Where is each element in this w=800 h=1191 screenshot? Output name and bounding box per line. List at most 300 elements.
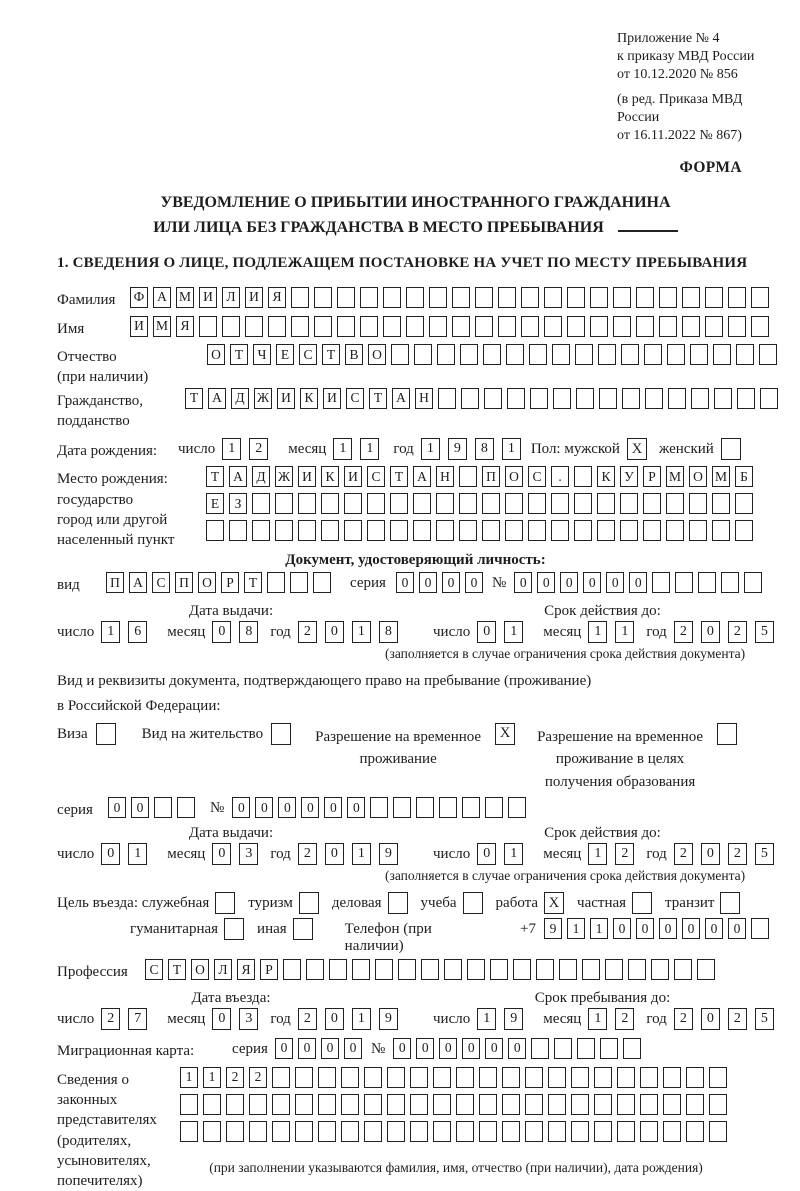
form-cell[interactable] <box>456 1094 474 1115</box>
form-cell[interactable] <box>643 493 661 514</box>
form-cell[interactable]: 0 <box>325 843 344 865</box>
form-cell[interactable] <box>525 1094 543 1115</box>
form-cell[interactable] <box>613 316 631 337</box>
form-cell[interactable] <box>367 493 385 514</box>
form-cell[interactable] <box>393 797 411 818</box>
form-cell[interactable]: 2 <box>728 1008 747 1030</box>
form-cell[interactable] <box>249 1121 267 1142</box>
form-cell[interactable] <box>337 316 355 337</box>
form-cell[interactable] <box>636 316 654 337</box>
form-cell[interactable]: 6 <box>128 621 147 643</box>
form-cell[interactable]: А <box>153 287 171 308</box>
form-cell[interactable]: М <box>666 466 684 487</box>
form-cell[interactable] <box>222 316 240 337</box>
form-cell[interactable] <box>467 959 485 980</box>
form-cell[interactable] <box>383 316 401 337</box>
form-cell[interactable] <box>436 520 454 541</box>
form-cell[interactable]: 2 <box>615 1008 634 1030</box>
form-cell[interactable] <box>341 1121 359 1142</box>
form-cell[interactable] <box>224 918 244 940</box>
form-cell[interactable] <box>387 1121 405 1142</box>
form-cell[interactable]: И <box>323 388 341 409</box>
form-cell[interactable] <box>574 520 592 541</box>
form-cell[interactable] <box>360 316 378 337</box>
form-cell[interactable] <box>452 316 470 337</box>
form-cell[interactable] <box>475 316 493 337</box>
form-cell[interactable]: 0 <box>701 1008 720 1030</box>
form-cell[interactable] <box>433 1121 451 1142</box>
form-cell[interactable]: 2 <box>249 1067 267 1088</box>
form-cell[interactable] <box>456 1067 474 1088</box>
form-cell[interactable]: 0 <box>701 843 720 865</box>
form-cell[interactable] <box>605 959 623 980</box>
form-cell[interactable]: 0 <box>537 572 555 593</box>
form-cell[interactable]: Ч <box>253 344 271 365</box>
form-cell[interactable] <box>528 520 546 541</box>
form-cell[interactable]: 0 <box>485 1038 503 1059</box>
form-cell[interactable] <box>709 1067 727 1088</box>
form-cell[interactable] <box>600 1038 618 1059</box>
form-cell[interactable] <box>554 1038 572 1059</box>
form-cell[interactable] <box>483 344 501 365</box>
form-cell[interactable]: 0 <box>659 918 677 939</box>
form-cell[interactable] <box>421 959 439 980</box>
form-cell[interactable]: 2 <box>674 1008 693 1030</box>
form-cell[interactable]: 0 <box>255 797 273 818</box>
form-cell[interactable]: О <box>368 344 386 365</box>
form-cell[interactable]: И <box>277 388 295 409</box>
form-cell[interactable]: 0 <box>212 1008 231 1030</box>
form-cell[interactable] <box>498 287 516 308</box>
form-cell[interactable]: 7 <box>128 1008 147 1030</box>
form-cell[interactable] <box>643 520 661 541</box>
form-cell[interactable]: М <box>712 466 730 487</box>
form-cell[interactable] <box>367 520 385 541</box>
form-cell[interactable]: 9 <box>379 1008 398 1030</box>
form-cell[interactable] <box>383 287 401 308</box>
form-cell[interactable]: 1 <box>222 438 241 460</box>
form-cell[interactable] <box>574 466 592 487</box>
form-cell[interactable] <box>406 316 424 337</box>
form-cell[interactable]: 0 <box>682 918 700 939</box>
form-cell[interactable]: 0 <box>344 1038 362 1059</box>
form-cell[interactable] <box>728 316 746 337</box>
form-cell[interactable]: 2 <box>674 843 693 865</box>
form-cell[interactable] <box>298 493 316 514</box>
form-cell[interactable]: П <box>106 572 124 593</box>
form-cell[interactable] <box>180 1121 198 1142</box>
form-cell[interactable] <box>502 1121 520 1142</box>
form-cell[interactable] <box>341 1067 359 1088</box>
form-cell[interactable]: Т <box>390 466 408 487</box>
form-cell[interactable] <box>686 1067 704 1088</box>
form-cell[interactable] <box>737 388 755 409</box>
form-cell[interactable]: 0 <box>298 1038 316 1059</box>
form-cell[interactable] <box>410 1094 428 1115</box>
form-cell[interactable] <box>438 388 456 409</box>
form-cell[interactable] <box>313 572 331 593</box>
form-cell[interactable] <box>344 520 362 541</box>
form-cell[interactable]: Т <box>206 466 224 487</box>
form-cell[interactable]: 0 <box>321 1038 339 1059</box>
form-cell[interactable]: 9 <box>544 918 562 939</box>
form-cell[interactable]: К <box>597 466 615 487</box>
form-cell[interactable] <box>714 388 732 409</box>
form-cell[interactable]: 2 <box>298 621 317 643</box>
form-cell[interactable]: . <box>551 466 569 487</box>
form-cell[interactable] <box>459 520 477 541</box>
form-cell[interactable] <box>659 287 677 308</box>
form-cell[interactable] <box>226 1121 244 1142</box>
form-cell[interactable] <box>484 388 502 409</box>
form-cell[interactable]: И <box>245 287 263 308</box>
form-cell[interactable]: X <box>627 438 647 460</box>
form-cell[interactable] <box>575 344 593 365</box>
form-cell[interactable]: 0 <box>101 843 120 865</box>
form-cell[interactable] <box>636 287 654 308</box>
form-cell[interactable] <box>645 388 663 409</box>
form-cell[interactable]: 0 <box>212 843 231 865</box>
form-cell[interactable] <box>203 1094 221 1115</box>
form-cell[interactable] <box>482 493 500 514</box>
form-cell[interactable]: У <box>620 466 638 487</box>
form-cell[interactable] <box>387 1067 405 1088</box>
form-cell[interactable]: 1 <box>590 918 608 939</box>
form-cell[interactable]: 0 <box>232 797 250 818</box>
form-cell[interactable] <box>436 493 454 514</box>
form-cell[interactable] <box>682 287 700 308</box>
form-cell[interactable]: К <box>300 388 318 409</box>
form-cell[interactable] <box>735 520 753 541</box>
form-cell[interactable] <box>291 287 309 308</box>
form-cell[interactable] <box>416 797 434 818</box>
form-cell[interactable] <box>617 1094 635 1115</box>
form-cell[interactable]: 1 <box>615 621 634 643</box>
form-cell[interactable] <box>709 1094 727 1115</box>
form-cell[interactable] <box>652 572 670 593</box>
form-cell[interactable] <box>388 892 408 914</box>
form-cell[interactable]: А <box>413 466 431 487</box>
form-cell[interactable] <box>295 1067 313 1088</box>
form-cell[interactable]: 8 <box>475 438 494 460</box>
form-cell[interactable] <box>689 493 707 514</box>
form-cell[interactable]: С <box>367 466 385 487</box>
form-cell[interactable] <box>321 493 339 514</box>
form-cell[interactable] <box>736 344 754 365</box>
form-cell[interactable] <box>721 572 739 593</box>
form-cell[interactable]: О <box>198 572 216 593</box>
form-cell[interactable] <box>498 316 516 337</box>
form-cell[interactable]: 0 <box>701 621 720 643</box>
form-cell[interactable] <box>640 1121 658 1142</box>
form-cell[interactable] <box>456 1121 474 1142</box>
form-cell[interactable]: С <box>528 466 546 487</box>
form-cell[interactable]: 2 <box>615 843 634 865</box>
form-cell[interactable]: 2 <box>101 1008 120 1030</box>
form-cell[interactable]: М <box>176 287 194 308</box>
form-cell[interactable]: 1 <box>421 438 440 460</box>
form-cell[interactable]: X <box>495 723 515 745</box>
form-cell[interactable] <box>375 959 393 980</box>
form-cell[interactable]: 0 <box>606 572 624 593</box>
form-cell[interactable] <box>530 388 548 409</box>
form-cell[interactable] <box>713 344 731 365</box>
form-cell[interactable] <box>594 1067 612 1088</box>
form-cell[interactable] <box>364 1094 382 1115</box>
form-cell[interactable]: 1 <box>128 843 147 865</box>
form-cell[interactable] <box>352 959 370 980</box>
form-cell[interactable]: 9 <box>448 438 467 460</box>
form-cell[interactable]: П <box>482 466 500 487</box>
form-cell[interactable] <box>507 388 525 409</box>
form-cell[interactable] <box>698 572 716 593</box>
form-cell[interactable] <box>571 1121 589 1142</box>
form-cell[interactable] <box>551 493 569 514</box>
form-cell[interactable]: Ж <box>275 466 293 487</box>
form-cell[interactable]: 1 <box>101 621 120 643</box>
form-cell[interactable]: Т <box>322 344 340 365</box>
form-cell[interactable]: Б <box>735 466 753 487</box>
form-cell[interactable] <box>206 520 224 541</box>
form-cell[interactable] <box>429 287 447 308</box>
form-cell[interactable] <box>482 520 500 541</box>
form-cell[interactable]: 9 <box>504 1008 523 1030</box>
form-cell[interactable] <box>272 1094 290 1115</box>
form-cell[interactable] <box>505 520 523 541</box>
form-cell[interactable]: Л <box>222 287 240 308</box>
form-cell[interactable]: 0 <box>419 572 437 593</box>
form-cell[interactable]: 0 <box>465 572 483 593</box>
form-cell[interactable]: 0 <box>560 572 578 593</box>
form-cell[interactable] <box>295 1094 313 1115</box>
form-cell[interactable] <box>414 344 432 365</box>
form-cell[interactable]: В <box>345 344 363 365</box>
form-cell[interactable] <box>413 520 431 541</box>
form-cell[interactable] <box>525 1121 543 1142</box>
form-cell[interactable]: И <box>298 466 316 487</box>
form-cell[interactable] <box>249 1094 267 1115</box>
form-cell[interactable] <box>544 287 562 308</box>
form-cell[interactable]: Д <box>231 388 249 409</box>
form-cell[interactable]: 1 <box>333 438 352 460</box>
form-cell[interactable] <box>705 287 723 308</box>
form-cell[interactable]: О <box>207 344 225 365</box>
form-cell[interactable] <box>705 316 723 337</box>
form-cell[interactable] <box>682 316 700 337</box>
form-cell[interactable] <box>462 797 480 818</box>
form-cell[interactable] <box>597 520 615 541</box>
form-cell[interactable]: Р <box>260 959 278 980</box>
form-cell[interactable]: Я <box>237 959 255 980</box>
form-cell[interactable] <box>390 520 408 541</box>
form-cell[interactable] <box>548 1121 566 1142</box>
form-cell[interactable] <box>485 797 503 818</box>
form-cell[interactable]: 0 <box>416 1038 434 1059</box>
form-cell[interactable] <box>252 520 270 541</box>
form-cell[interactable] <box>318 1067 336 1088</box>
form-cell[interactable]: 3 <box>239 843 258 865</box>
form-cell[interactable] <box>576 388 594 409</box>
form-cell[interactable]: С <box>152 572 170 593</box>
form-cell[interactable] <box>299 892 319 914</box>
form-cell[interactable] <box>321 520 339 541</box>
form-cell[interactable] <box>760 388 778 409</box>
form-cell[interactable] <box>490 959 508 980</box>
form-cell[interactable] <box>391 344 409 365</box>
form-cell[interactable]: Е <box>206 493 224 514</box>
form-cell[interactable] <box>502 1067 520 1088</box>
form-cell[interactable] <box>712 493 730 514</box>
form-cell[interactable] <box>387 1094 405 1115</box>
form-cell[interactable] <box>590 316 608 337</box>
form-cell[interactable] <box>203 1121 221 1142</box>
form-cell[interactable] <box>215 892 235 914</box>
form-cell[interactable] <box>594 1121 612 1142</box>
form-cell[interactable] <box>663 1094 681 1115</box>
form-cell[interactable]: 2 <box>728 843 747 865</box>
form-cell[interactable] <box>460 344 478 365</box>
form-cell[interactable] <box>364 1067 382 1088</box>
form-cell[interactable]: 1 <box>360 438 379 460</box>
form-cell[interactable] <box>709 1121 727 1142</box>
form-cell[interactable]: Р <box>643 466 661 487</box>
form-cell[interactable] <box>271 723 291 745</box>
form-cell[interactable]: Ж <box>254 388 272 409</box>
form-cell[interactable] <box>360 287 378 308</box>
form-cell[interactable] <box>344 493 362 514</box>
form-cell[interactable] <box>675 572 693 593</box>
form-cell[interactable]: Е <box>276 344 294 365</box>
form-cell[interactable]: 1 <box>502 438 521 460</box>
form-cell[interactable]: А <box>129 572 147 593</box>
form-cell[interactable] <box>293 918 313 940</box>
form-cell[interactable] <box>574 493 592 514</box>
form-cell[interactable]: 0 <box>108 797 126 818</box>
form-cell[interactable]: 0 <box>477 843 496 865</box>
form-cell[interactable]: З <box>229 493 247 514</box>
form-cell[interactable] <box>364 1121 382 1142</box>
form-cell[interactable] <box>268 316 286 337</box>
form-cell[interactable] <box>461 388 479 409</box>
form-cell[interactable] <box>521 316 539 337</box>
form-cell[interactable] <box>291 316 309 337</box>
form-cell[interactable] <box>667 344 685 365</box>
form-cell[interactable]: 0 <box>636 918 654 939</box>
form-cell[interactable] <box>437 344 455 365</box>
form-cell[interactable]: 0 <box>477 621 496 643</box>
form-cell[interactable]: 0 <box>728 918 746 939</box>
form-cell[interactable] <box>663 1121 681 1142</box>
form-cell[interactable] <box>640 1094 658 1115</box>
form-cell[interactable]: 0 <box>325 621 344 643</box>
form-cell[interactable] <box>272 1067 290 1088</box>
form-cell[interactable]: 0 <box>439 1038 457 1059</box>
form-cell[interactable]: 0 <box>613 918 631 939</box>
form-cell[interactable] <box>433 1094 451 1115</box>
form-cell[interactable] <box>508 797 526 818</box>
form-cell[interactable] <box>180 1094 198 1115</box>
form-cell[interactable]: 9 <box>379 843 398 865</box>
form-cell[interactable]: И <box>199 287 217 308</box>
form-cell[interactable] <box>439 797 457 818</box>
form-cell[interactable] <box>275 493 293 514</box>
form-cell[interactable]: 2 <box>728 621 747 643</box>
form-cell[interactable]: 1 <box>203 1067 221 1088</box>
form-cell[interactable] <box>691 388 709 409</box>
form-cell[interactable] <box>567 316 585 337</box>
form-cell[interactable]: 2 <box>249 438 268 460</box>
form-cell[interactable]: 2 <box>226 1067 244 1088</box>
form-cell[interactable]: Т <box>168 959 186 980</box>
form-cell[interactable] <box>548 1094 566 1115</box>
form-cell[interactable] <box>96 723 116 745</box>
form-cell[interactable] <box>597 493 615 514</box>
form-cell[interactable]: 5 <box>755 843 774 865</box>
form-cell[interactable]: 0 <box>131 797 149 818</box>
form-cell[interactable] <box>245 316 263 337</box>
form-cell[interactable] <box>252 493 270 514</box>
form-cell[interactable]: Ф <box>130 287 148 308</box>
form-cell[interactable] <box>632 892 652 914</box>
form-cell[interactable]: Т <box>244 572 262 593</box>
form-cell[interactable]: С <box>299 344 317 365</box>
form-cell[interactable] <box>663 1067 681 1088</box>
form-cell[interactable]: И <box>130 316 148 337</box>
form-cell[interactable] <box>479 1067 497 1088</box>
form-cell[interactable] <box>298 520 316 541</box>
form-cell[interactable] <box>306 959 324 980</box>
form-cell[interactable]: 0 <box>393 1038 411 1059</box>
form-cell[interactable] <box>410 1067 428 1088</box>
form-cell[interactable]: 0 <box>301 797 319 818</box>
form-cell[interactable] <box>410 1121 428 1142</box>
form-cell[interactable] <box>621 344 639 365</box>
form-cell[interactable]: 0 <box>705 918 723 939</box>
form-cell[interactable]: А <box>392 388 410 409</box>
form-cell[interactable] <box>529 344 547 365</box>
form-cell[interactable] <box>341 1094 359 1115</box>
form-cell[interactable] <box>659 316 677 337</box>
form-cell[interactable] <box>640 1067 658 1088</box>
form-cell[interactable] <box>751 918 769 939</box>
form-cell[interactable] <box>337 287 355 308</box>
form-cell[interactable] <box>559 959 577 980</box>
form-cell[interactable] <box>552 344 570 365</box>
form-cell[interactable]: Р <box>221 572 239 593</box>
form-cell[interactable]: 1 <box>588 1008 607 1030</box>
form-cell[interactable] <box>525 1067 543 1088</box>
form-cell[interactable]: А <box>208 388 226 409</box>
form-cell[interactable]: Н <box>436 466 454 487</box>
form-cell[interactable] <box>505 493 523 514</box>
form-cell[interactable]: И <box>344 466 362 487</box>
form-cell[interactable] <box>314 287 332 308</box>
form-cell[interactable]: 0 <box>442 572 460 593</box>
form-cell[interactable] <box>406 287 424 308</box>
form-cell[interactable] <box>668 388 686 409</box>
form-cell[interactable] <box>329 959 347 980</box>
form-cell[interactable]: С <box>346 388 364 409</box>
form-cell[interactable]: 0 <box>275 1038 293 1059</box>
form-cell[interactable] <box>686 1121 704 1142</box>
form-cell[interactable] <box>620 493 638 514</box>
form-cell[interactable] <box>318 1094 336 1115</box>
form-cell[interactable] <box>444 959 462 980</box>
form-cell[interactable]: Я <box>268 287 286 308</box>
form-cell[interactable] <box>620 520 638 541</box>
form-cell[interactable]: 5 <box>755 1008 774 1030</box>
form-cell[interactable] <box>275 520 293 541</box>
